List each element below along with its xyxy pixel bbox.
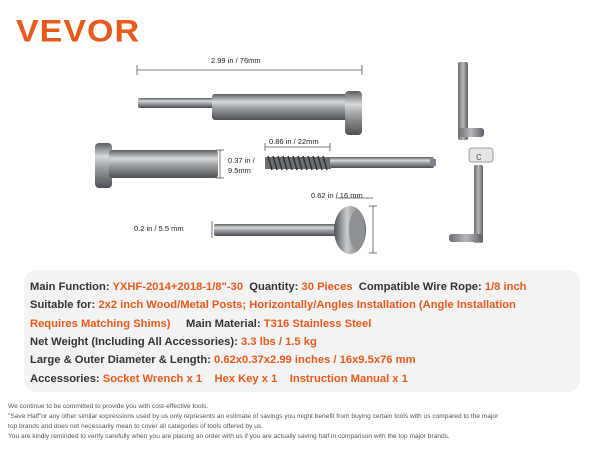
spec-row-material: Requires Matching Shims) Main Material: T316 Stainless Steel	[30, 318, 372, 330]
thread-length-dimension: 0.86 in / 22mm	[269, 137, 319, 146]
spec-row-function: Main Function: YXHF-2014+2018-1/8"-30 Quantity: 30 Pieces Compatible Wire Rope: 1/8 inch	[30, 281, 527, 293]
bottom-fitting	[212, 198, 377, 254]
hex-key-bottom	[449, 165, 483, 243]
outer-diameter-dimension: 0.37 in /	[228, 156, 255, 165]
disclaimer-line: top brands and does not necessarily mean to cover all categories of tools offered by us.	[8, 423, 263, 430]
spec-row-weight: Net Weight (Including All Accessories): 3.3 lbs / 1.5 kg	[30, 336, 317, 348]
threaded-fitting	[265, 143, 436, 170]
hole-diameter-dimension: 0.2 in / 5.5 mm	[134, 224, 184, 233]
hex-key-top	[458, 62, 484, 140]
brand-logo: VEVOR	[16, 14, 141, 49]
spec-row-size: Large & Outer Diameter & Length: 0.62x0.37x2.99 inches / 16x9.5x76 mm	[30, 354, 416, 366]
disclaimer-line: "Save Half"or any other similar expressions used by us only represents an estimate of savings you might benefit from buying certain tools with us compared to the major	[8, 413, 499, 420]
socket-wrench	[469, 148, 493, 163]
top-fitting	[137, 65, 362, 135]
svg-text:c: c	[476, 151, 482, 163]
head-diameter-dimension: 0.62 in / 16 mm	[311, 191, 363, 200]
spec-row-accessories: Accessories: Socket Wrench x 1 Hex Key x 1 Instruction Manual x 1	[30, 373, 408, 385]
middle-left-fitting	[95, 143, 224, 188]
spec-row-suitable: Suitable for: 2x2 inch Wood/Metal Posts; Horizontally/Angles Installation (Angle Installation	[30, 299, 516, 311]
length-dimension: 2.99 in / 76mm	[211, 56, 261, 65]
disclaimer-line: We continue to be committed to provide you with cost-effective tools.	[8, 403, 209, 410]
disclaimer-line: You are kindly reminded to verify carefully when you are placing an order with us if you are actually saving half in comparison with the top major brands.	[8, 433, 450, 440]
outer-diameter-mm-dimension: 9.5mm	[228, 166, 251, 175]
